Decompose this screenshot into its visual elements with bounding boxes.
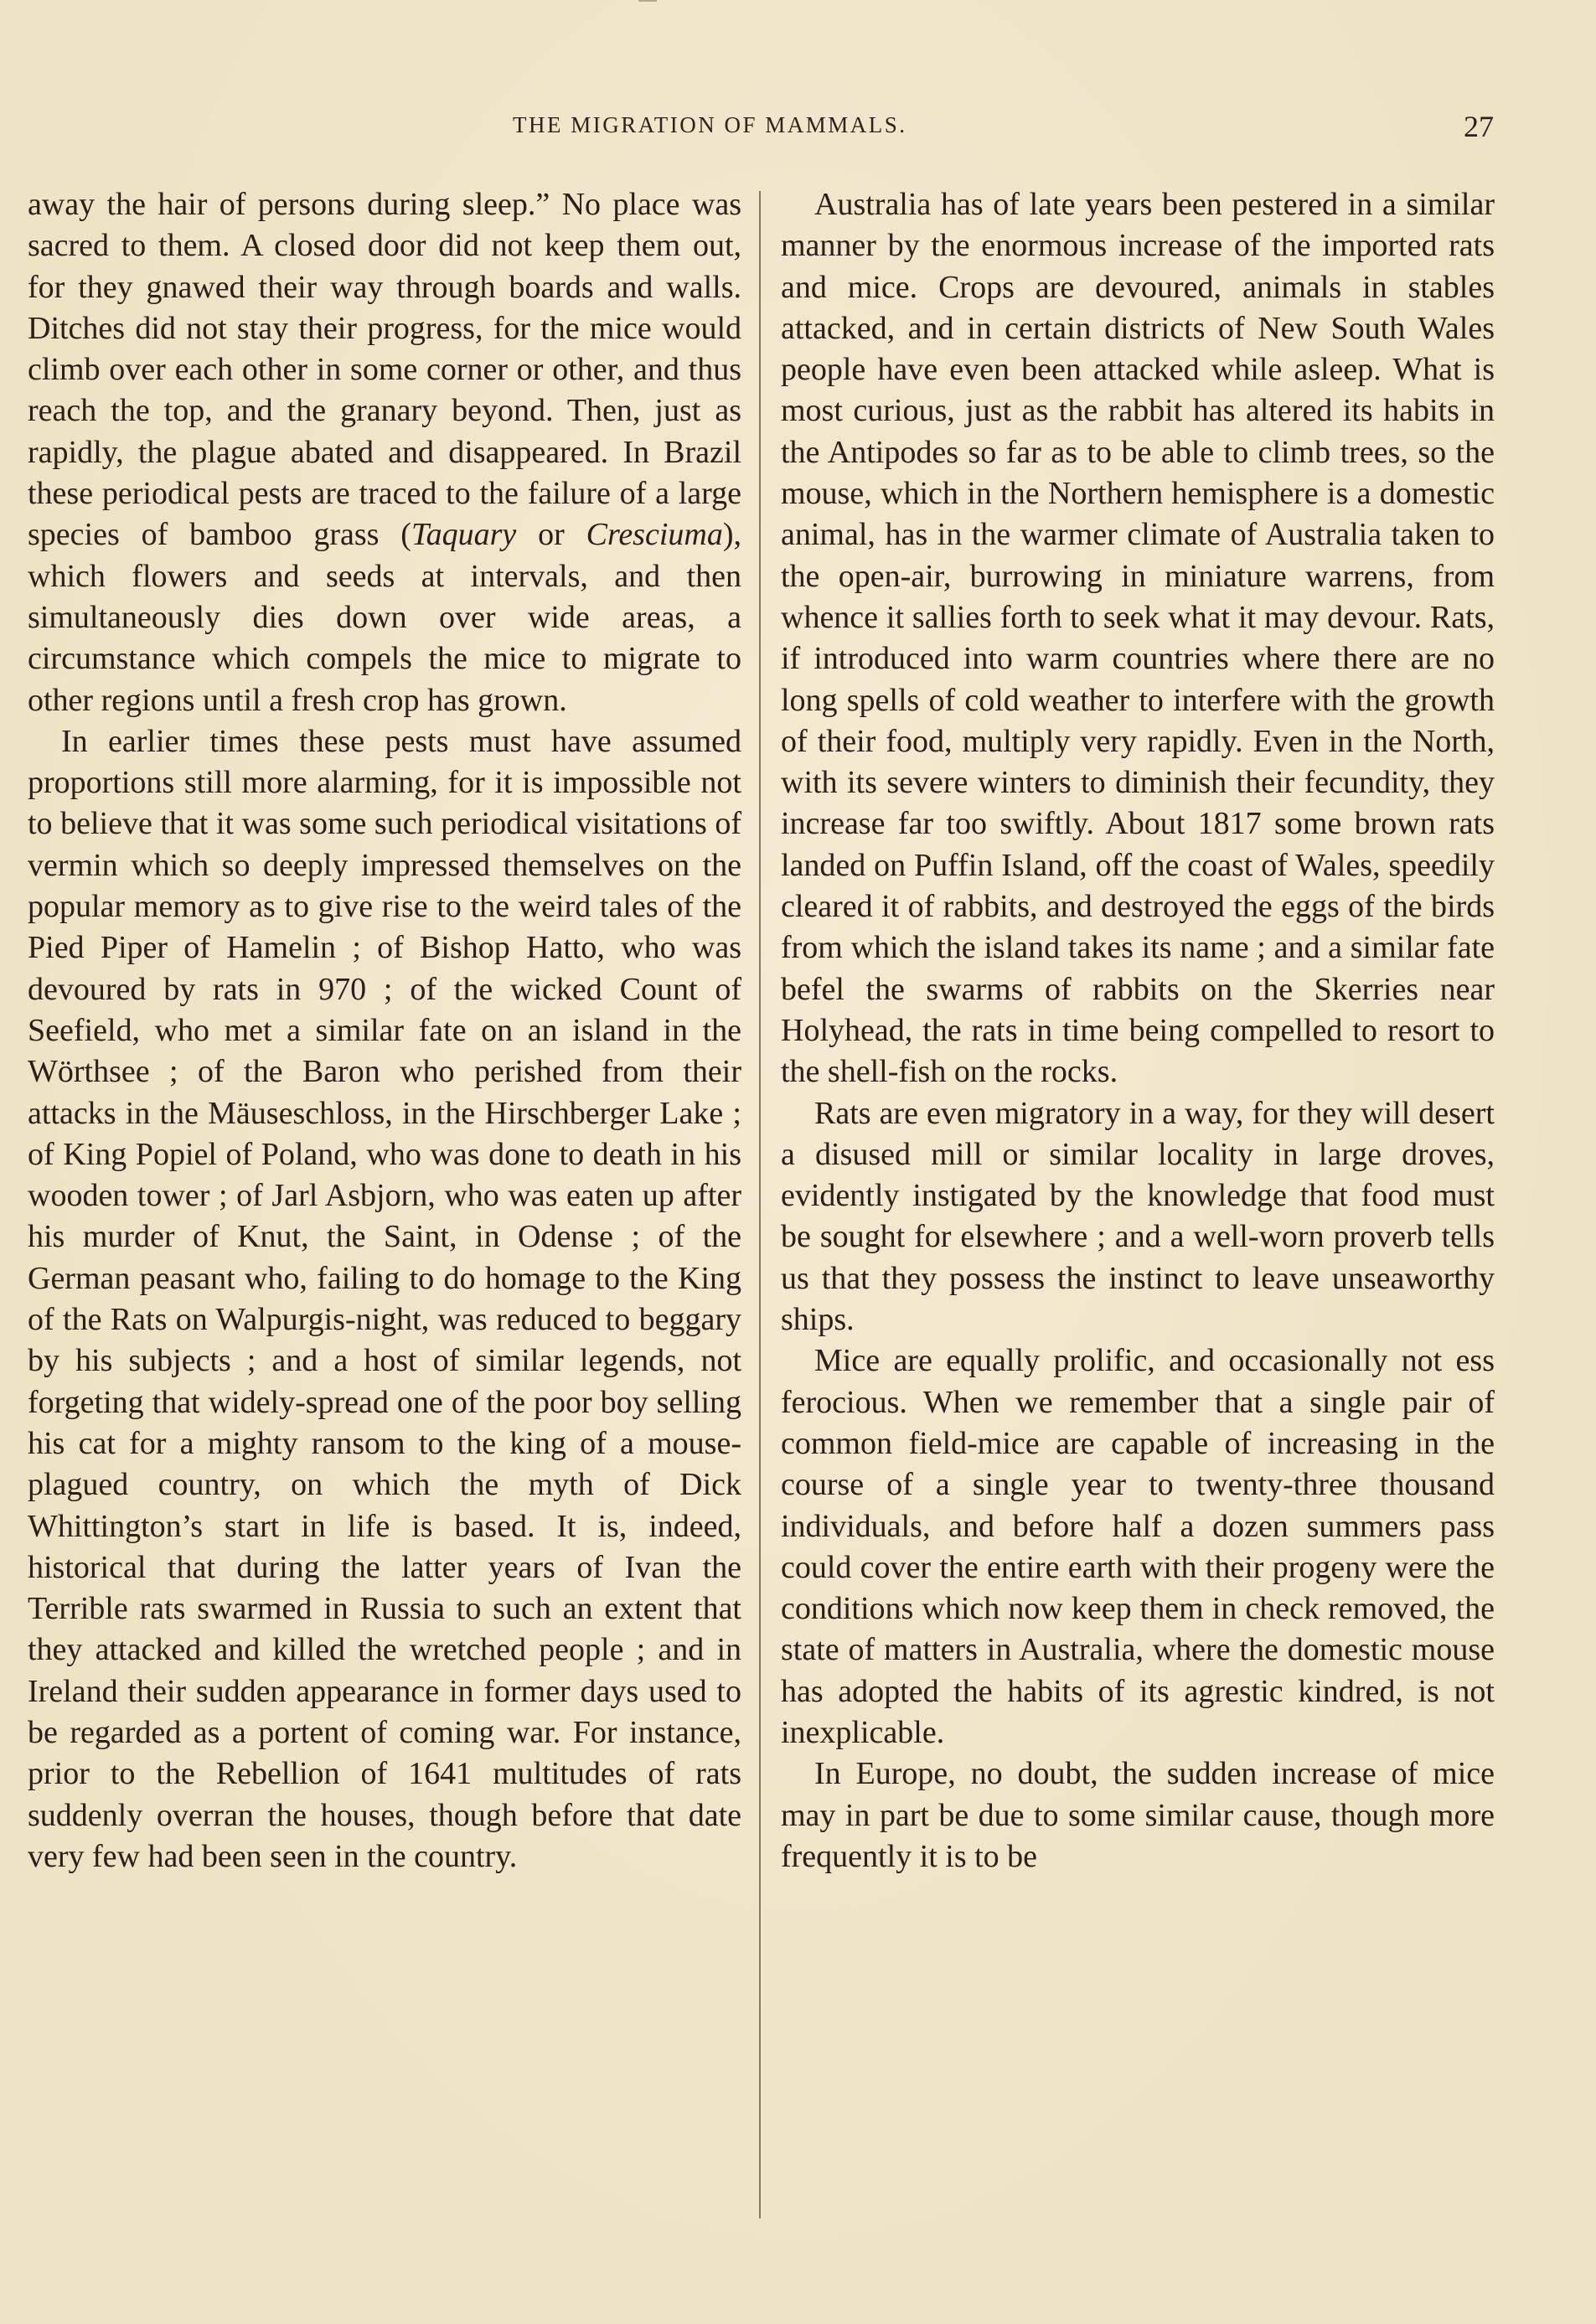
- right-column: [781, 184, 1495, 1877]
- page-top-mark: [638, 0, 657, 2]
- left-p1-text: away the hair of persons during sleep.” No place was sacred to them. A closed door did not keep them out, for they gnawed their way through boards and walls. Ditches did not stay their progress, for the mice would climb over each other in some corner or other, and thus reach the top, and the granary beyond. Then, just as rapidly, the plague abated and disappeared. In Brazil these periodical pests are traced to the failure of a large species of bamboo grass (: [28, 187, 741, 553]
- left-p1-italic-cresciuma: Cresciuma: [586, 517, 723, 553]
- right-paragraph-1: Australia has of late years been pestered in a similar manner by the enormous increase of the imported rats and mice. Crops are devoured, animals in stables attacked, and in certain districts of New South Wales people have even been attacked while asleep. What is most curious, just as the rabbit has altered its habits in the Antipodes so far as to be able to climb trees, so the mouse, which in the Northern hemisphere is a domestic animal, has in the warmer climate of Australia taken to the open-air, burrowing in miniature warrens, from whence it sallies forth to seek what it may devour. Rats, if introduced into warm countries where there are no long spells of cold weather to interfere with the growth of their food, multiply very rapidly. Even in the North, with its severe winters to diminish their fecundity, they increase far too swiftly. About 1817 some brown rats landed on Puffin Island, off the coast of Wales, speedily cleared it of rabbits, and destroyed the eggs of the birds from which the island takes its name ; and a similar fate befel the swarms of rabbits on the Skerries near Holyhead, the rats in time being compelled to resort to the shell-fish on the rocks.: [781, 187, 1495, 1090]
- right-paragraph-3: Mice are equally prolific, and occasionally not ess ferocious. When we remember that a single pair of common field-mice are capable of increasing in the course of a single year to twenty-three thousand individuals, and before half a dozen summers pass could cover the entire earth with their progeny were the conditions which now keep them in check removed, the state of matters in Australia, where the domestic mouse has adopted the habits of its agrestic kindred, is not inexplicable.: [781, 1343, 1495, 1750]
- left-paragraph-1: [28, 184, 741, 721]
- left-p1-italic-taquary: Taquary: [411, 517, 517, 553]
- right-paragraph-2: Rats are even migratory in a way, for they will desert a disused mill or similar locality in large droves, evidently instigated by the knowledge that food must be sought for elsewhere ; and a well-worn proverb tells us that they possess the instinct to leave unseaworthy ships.: [781, 1095, 1495, 1338]
- left-column: [28, 184, 741, 1877]
- column-divider: [759, 191, 761, 2218]
- page-number: 27: [1464, 110, 1494, 143]
- right-paragraph-4: In Europe, no doubt, the sudden increase of mice may in part be due to some similar cause, though more frequently it is to be: [781, 1756, 1495, 1874]
- left-paragraph-2: In earlier times these pests must have assumed proportions still more alarming, for it is impossible not to believe that it was some such periodical visitations of vermin which so deeply impressed themselves on the popular memory as to give rise to the weird tales of the Pied Piper of Hamelin ; of Bishop Hatto, who was devoured by rats in 970 ; of the wicked Count of Seefield, who met a similar fate on an island in the Wörthsee ; of the Baron who perished from their attacks in the Mäuseschloss, in the Hirschberger Lake ; of King Popiel of Poland, who was done to death in his wooden tower ; of Jarl Asbjorn, who was eaten up after his murder of Knut, the Saint, in Odense ; of the German peasant who, failing to do homage to the King of the Rats on Walpurgis-night, was reduced to beggary by his subjects ; and a host of similar legends, not forgeting that widely-spread one of the poor boy selling his cat for a mighty ransom to the king of a mouse-plagued country, on which the myth of Dick Whittington’s start in life is based. It is, indeed, historical that during the latter years of Ivan the Terrible rats swarmed in Russia to such an extent that they attacked and killed the wretched people ; and in Ireland their sudden appearance in former days used to be regarded as a portent of coming war. For instance, prior to the Rebellion of 1641 multitudes of rats suddenly overran the houses, though before that date very few had been seen in the country.: [28, 723, 741, 1874]
- left-p1-or: or: [516, 517, 586, 553]
- left-p1-end: ), which flowers and seeds at intervals, and then simultaneously dies down over wide areas, a circumstance which compels the mice to migrate to other regions until a fresh crop has grown.: [28, 517, 741, 718]
- running-title: THE MIGRATION OF MAMMALS.: [513, 112, 907, 137]
